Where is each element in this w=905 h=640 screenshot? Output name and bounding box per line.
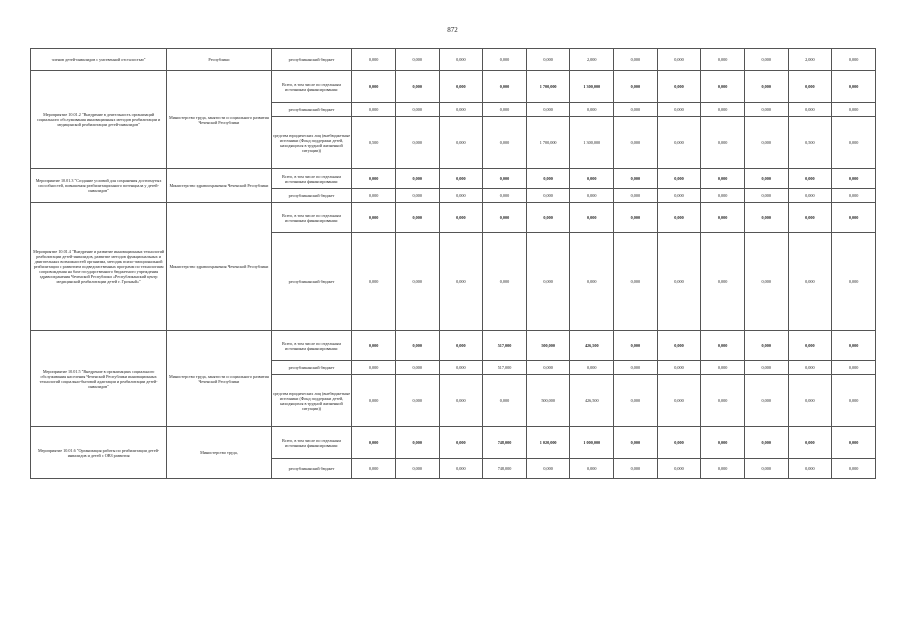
value-cell: 0,000 [744, 103, 788, 117]
value-cell: 0,000 [439, 169, 483, 189]
value-cell: 1 000,000 [570, 427, 614, 459]
value-cell: 0,000 [832, 117, 876, 169]
value-cell: 0,000 [439, 375, 483, 427]
value-cell: 0,000 [395, 203, 439, 233]
funding-source-cell: республиканский бюджет [271, 361, 352, 375]
value-cell: 0,000 [657, 459, 701, 479]
value-cell: 2,000 [788, 49, 832, 71]
value-cell: 0,000 [788, 169, 832, 189]
value-cell: 0,000 [352, 189, 396, 203]
value-cell: 0,000 [483, 103, 527, 117]
value-cell: 0,000 [788, 459, 832, 479]
event-cell: Мероприятие 10.01.4 "Внедрение и развитие инновационных технологий реабилитации детей-инвалидов, развитие методов функциональных и двигательных возможностей организма, методик психо-эмоциональной реабилитации с развитием подведомственных программ по технологиям сопровождения на базе государственного бюджетного учреждения здравоохранения Чеченской Республики «Республиканский центр медицинской реабилитации детей г. Грозный»" [31, 203, 167, 331]
value-cell: 0,000 [483, 117, 527, 169]
event-cell: членов детей-инвалидов с умственной отсталостью" [31, 49, 167, 71]
value-cell: 0,000 [439, 331, 483, 361]
value-cell: 0,000 [395, 117, 439, 169]
value-cell: 0,000 [395, 189, 439, 203]
value-cell: 0,000 [614, 103, 658, 117]
value-cell: 0,000 [439, 117, 483, 169]
funding-source-cell: средства юридических лиц (внебюджетные источники (Фонд поддержки детей, находящихся в трудной жизненной ситуации)) [271, 117, 352, 169]
value-cell: 0,000 [483, 375, 527, 427]
value-cell: 0,000 [832, 49, 876, 71]
value-cell: 0,000 [832, 103, 876, 117]
value-cell: 0,000 [570, 189, 614, 203]
value-cell: 0,000 [832, 361, 876, 375]
value-cell: 0,000 [614, 331, 658, 361]
value-cell: 0,000 [614, 233, 658, 331]
value-cell: 426,500 [570, 331, 614, 361]
value-cell: 0,000 [570, 459, 614, 479]
value-cell: 0,500 [788, 117, 832, 169]
value-cell: 748,000 [483, 427, 527, 459]
value-cell: 0,000 [395, 375, 439, 427]
value-cell: 0,000 [614, 459, 658, 479]
value-cell: 0,000 [439, 203, 483, 233]
value-cell: 0,000 [788, 71, 832, 103]
value-cell: 0,000 [832, 189, 876, 203]
value-cell: 0,000 [744, 375, 788, 427]
value-cell: 0,000 [657, 49, 701, 71]
value-cell: 0,000 [439, 49, 483, 71]
value-cell: 0,000 [526, 233, 570, 331]
value-cell: 0,000 [570, 103, 614, 117]
value-cell: 0,000 [832, 169, 876, 189]
value-cell: 0,000 [744, 203, 788, 233]
value-cell: 0,000 [614, 169, 658, 189]
value-cell: 748,000 [483, 459, 527, 479]
value-cell: 0,000 [395, 169, 439, 189]
value-cell: 0,000 [701, 203, 745, 233]
value-cell: 0,000 [788, 203, 832, 233]
value-cell: 0,000 [439, 361, 483, 375]
value-cell: 0,000 [744, 49, 788, 71]
value-cell: 0,000 [439, 459, 483, 479]
table-row [31, 49, 876, 71]
value-cell: 0,000 [788, 331, 832, 361]
value-cell: 0,000 [744, 71, 788, 103]
value-cell: 426,500 [570, 375, 614, 427]
table-row [31, 331, 876, 361]
value-cell: 0,000 [657, 169, 701, 189]
value-cell: 0,000 [570, 169, 614, 189]
value-cell: 0,000 [744, 361, 788, 375]
value-cell: 0,000 [788, 189, 832, 203]
value-cell: 0,000 [570, 233, 614, 331]
value-cell: 0,000 [483, 71, 527, 103]
value-cell: 0,000 [788, 233, 832, 331]
value-cell: 0,000 [614, 375, 658, 427]
value-cell: 1 300,000 [570, 117, 614, 169]
value-cell: 0,000 [352, 361, 396, 375]
value-cell: 1 700,000 [526, 117, 570, 169]
value-cell: 0,000 [395, 233, 439, 331]
value-cell: 0,000 [701, 169, 745, 189]
executor-cell: Республики [167, 49, 271, 71]
table-row [31, 203, 876, 233]
funding-source-cell: Всего, в том числе по отдельным источникам финансирования: [271, 427, 352, 459]
value-cell: 0,000 [570, 361, 614, 375]
value-cell: 1 700,000 [526, 71, 570, 103]
funding-source-cell: средства юридических лиц (внебюджетные источники (Фонд поддержки детей, находящихся в трудной жизненной ситуации)) [271, 375, 352, 427]
value-cell: 0,000 [701, 361, 745, 375]
value-cell: 0,000 [832, 203, 876, 233]
value-cell: 0,000 [439, 233, 483, 331]
funding-source-cell: Всего, в том числе по отдельным источникам финансирования: [271, 169, 352, 189]
funding-source-cell: республиканский бюджет [271, 49, 352, 71]
value-cell: 0,000 [657, 189, 701, 203]
value-cell: 0,000 [701, 375, 745, 427]
value-cell: 0,000 [352, 203, 396, 233]
value-cell: 0,000 [352, 71, 396, 103]
value-cell: 0,000 [439, 189, 483, 203]
value-cell: 0,000 [395, 49, 439, 71]
value-cell: 0,000 [352, 459, 396, 479]
value-cell: 0,000 [701, 71, 745, 103]
value-cell: 0,000 [352, 427, 396, 459]
value-cell: 0,000 [352, 103, 396, 117]
value-cell: 0,000 [701, 427, 745, 459]
value-cell: 0,000 [657, 233, 701, 331]
value-cell: 0,000 [657, 71, 701, 103]
value-cell: 0,000 [614, 427, 658, 459]
value-cell: 0,000 [657, 427, 701, 459]
value-cell: 0,000 [526, 459, 570, 479]
table-row [31, 427, 876, 459]
executor-cell: Министерство здравоохранения Чеченской Республики [167, 169, 271, 203]
value-cell: 0,000 [614, 361, 658, 375]
value-cell: 0,000 [483, 233, 527, 331]
value-cell: 0,000 [701, 459, 745, 479]
value-cell: 0,000 [657, 103, 701, 117]
executor-cell: Министерство труда, занятости и социального развития Чеченской Республики [167, 331, 271, 427]
value-cell: 0,000 [701, 233, 745, 331]
event-cell: Мероприятие 10.01.3 "Создание условий для сохранения достигнутых способностей, повышения реабилитационного потенциала у детей-инвалидов" [31, 169, 167, 203]
value-cell: 0,000 [526, 189, 570, 203]
funding-source-cell: республиканский бюджет [271, 103, 352, 117]
value-cell: 0,000 [352, 375, 396, 427]
value-cell: 0,000 [395, 427, 439, 459]
value-cell: 0,000 [439, 103, 483, 117]
value-cell: 0,000 [614, 189, 658, 203]
executor-cell: Министерство здравоохранения Чеченской Республики [167, 203, 271, 331]
value-cell: 0,000 [701, 49, 745, 71]
value-cell: 0,000 [832, 233, 876, 331]
value-cell: 0,000 [352, 49, 396, 71]
value-cell: 0,000 [395, 331, 439, 361]
value-cell: 0,000 [483, 189, 527, 203]
value-cell: 0,000 [832, 459, 876, 479]
value-cell: 0,000 [483, 49, 527, 71]
value-cell: 0,000 [701, 117, 745, 169]
event-cell: Мероприятие 10.01.5 "Внедрение в организациях социального обслуживания населения Чеченской Республики инновационных технологий социально-бытовой адаптации и реабилитации детей-инвалидов" [31, 331, 167, 427]
value-cell: 0,000 [657, 117, 701, 169]
value-cell: 0,000 [526, 49, 570, 71]
table-row [31, 169, 876, 189]
event-cell: Мероприятие 10.01.2 "Внедрение в деятельность организаций социального обслуживания инновационных методов реабилитации и медицинской реабилитации детей-инвалидов" [31, 71, 167, 169]
value-cell: 0,000 [832, 427, 876, 459]
value-cell: 0,000 [788, 103, 832, 117]
value-cell: 0,000 [614, 71, 658, 103]
value-cell: 0,000 [788, 375, 832, 427]
value-cell: 0,000 [701, 189, 745, 203]
value-cell: 0,000 [744, 459, 788, 479]
value-cell: 0,000 [744, 427, 788, 459]
value-cell: 0,000 [395, 459, 439, 479]
value-cell: 0,000 [439, 71, 483, 103]
value-cell: 500,000 [526, 331, 570, 361]
value-cell: 0,000 [570, 203, 614, 233]
executor-cell: Министерство труда, [167, 427, 271, 479]
value-cell: 0,000 [483, 203, 527, 233]
value-cell: 0,000 [439, 427, 483, 459]
value-cell: 0,000 [701, 331, 745, 361]
value-cell: 517,000 [483, 361, 527, 375]
value-cell: 0,000 [657, 375, 701, 427]
value-cell: 0,000 [526, 103, 570, 117]
value-cell: 0,000 [352, 169, 396, 189]
value-cell: 0,000 [657, 361, 701, 375]
value-cell: 0,000 [832, 375, 876, 427]
value-cell: 0,000 [352, 331, 396, 361]
executor-cell: Министерство труда, занятости и социального развития Чеченской Республики [167, 71, 271, 169]
value-cell: 0,000 [526, 361, 570, 375]
value-cell: 0,000 [832, 71, 876, 103]
value-cell: 0,000 [395, 71, 439, 103]
funding-source-cell: Всего, в том числе по отдельным источникам финансирования: [271, 331, 352, 361]
value-cell: 0,000 [788, 427, 832, 459]
value-cell: 0,000 [744, 117, 788, 169]
value-cell: 0,000 [657, 203, 701, 233]
funding-source-cell: Всего, в том числе по отдельным источникам финансирования: [271, 203, 352, 233]
funding-source-cell: Всего, в том числе по отдельным источникам финансирования: [271, 71, 352, 103]
value-cell: 0,000 [701, 103, 745, 117]
budget-table [30, 48, 876, 479]
funding-source-cell: республиканский бюджет [271, 233, 352, 331]
event-cell: Мероприятие 10.01.6 "Организация работы по реабилитации детей-инвалидов и детей с ОВЗ развития [31, 427, 167, 479]
value-cell: 0,000 [395, 361, 439, 375]
value-cell: 500,000 [526, 375, 570, 427]
value-cell: 0,000 [832, 331, 876, 361]
funding-source-cell: республиканский бюджет [271, 459, 352, 479]
value-cell: 1 020,000 [526, 427, 570, 459]
value-cell: 0,000 [483, 169, 527, 189]
value-cell: 0,000 [744, 189, 788, 203]
value-cell: 517,000 [483, 331, 527, 361]
page-number: 872 [447, 26, 458, 34]
value-cell: 0,000 [526, 203, 570, 233]
value-cell: 1 300,000 [570, 71, 614, 103]
value-cell: 0,000 [614, 203, 658, 233]
value-cell: 0,000 [614, 117, 658, 169]
value-cell: 0,000 [395, 103, 439, 117]
value-cell: 0,000 [744, 169, 788, 189]
table-row [31, 71, 876, 103]
value-cell: 0,000 [744, 331, 788, 361]
value-cell: 0,000 [614, 49, 658, 71]
value-cell: 0,500 [352, 117, 396, 169]
funding-source-cell: республиканский бюджет [271, 189, 352, 203]
value-cell: 0,000 [657, 331, 701, 361]
value-cell: 2,000 [570, 49, 614, 71]
value-cell: 0,000 [526, 169, 570, 189]
value-cell: 0,000 [352, 233, 396, 331]
value-cell: 0,000 [744, 233, 788, 331]
value-cell: 0,000 [788, 361, 832, 375]
